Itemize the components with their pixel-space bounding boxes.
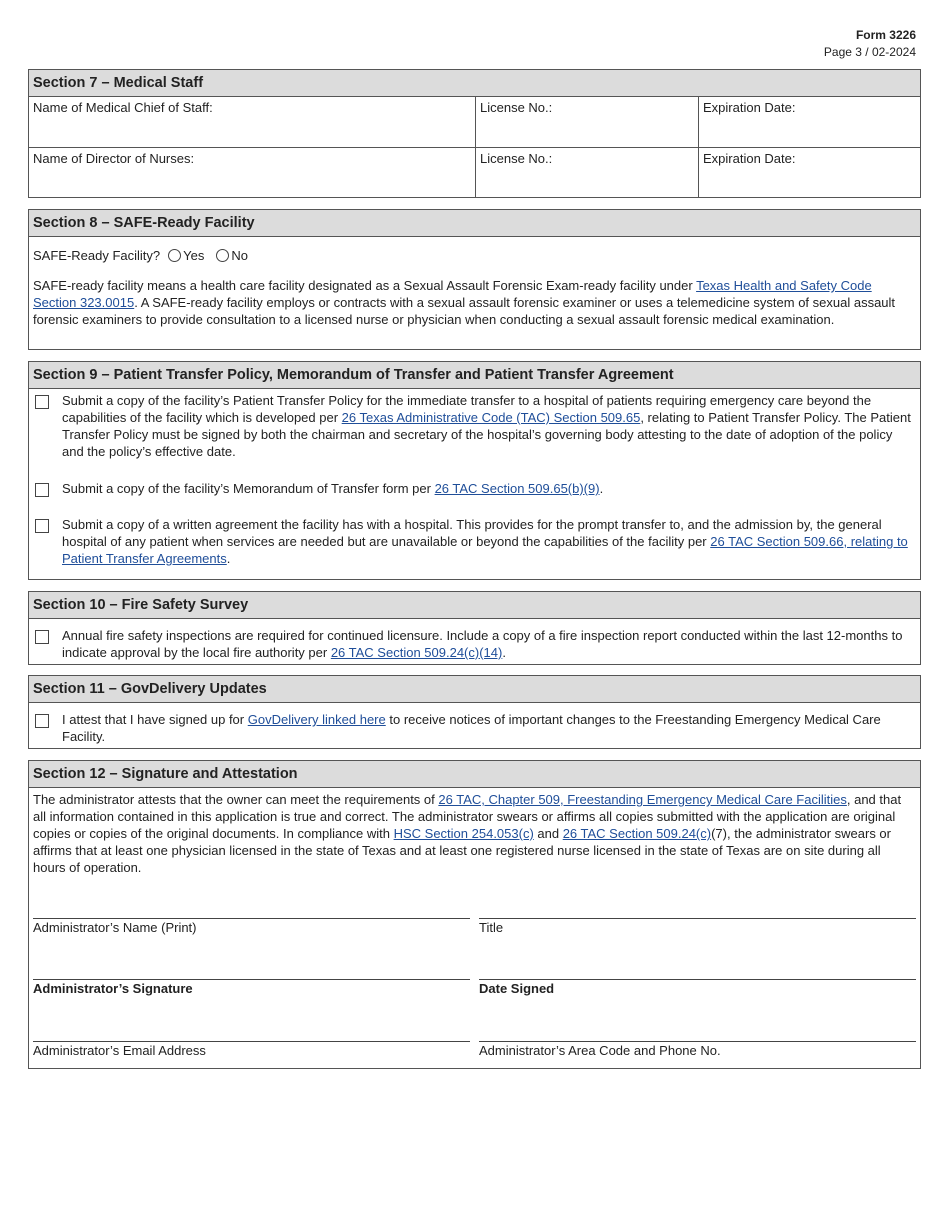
director-of-nurses-row (29, 147, 920, 197)
chief-of-staff-expiration-label: Expiration Date: (703, 100, 796, 115)
memorandum-of-transfer-checkbox[interactable] (35, 483, 49, 497)
fire-text-1: Annual fire safety inspections are required for continued licensure. Include a copy of a fire inspection report conducted within the last 12-months to indicate approval by the local fire authority per (62, 628, 903, 660)
chief-of-staff-license-label: License No.: (480, 100, 553, 115)
govdelivery-item (29, 711, 920, 745)
name-title-row (33, 918, 916, 936)
item2-text-1: Submit a copy of the facility’s Memorandum of Transfer form per (62, 481, 435, 496)
item2-text-2: . (599, 481, 604, 496)
patient-transfer-policy-text (62, 392, 916, 460)
govdelivery-checkbox[interactable] (35, 714, 49, 728)
admin-email-label: Administrator’s Email Address (33, 1043, 206, 1058)
director-of-nurses-license-label: License No.: (480, 151, 553, 166)
tac-509-65-link[interactable]: 26 Texas Administrative Code (TAC) Section 509.65 (341, 410, 641, 425)
texas-health-safety-code-link[interactable]: Texas Health and Safety Code Section 323.0015 (33, 278, 872, 310)
tac-chapter-509-link[interactable]: 26 TAC, Chapter 509, Freestanding Emergency Medical Care Facilities (438, 792, 847, 807)
safe-ready-text-1: SAFE-ready facility means a health care facility designated as a Sexual Assault Forensic Exam-ready facility under (33, 278, 697, 293)
transfer-agreement-text (62, 516, 916, 567)
admin-signature-label: Administrator’s Signature (33, 981, 193, 996)
admin-name-label: Administrator’s Name (Print) (33, 920, 197, 935)
director-of-nurses-expiration-field[interactable] (699, 148, 920, 197)
tac-509-66-link[interactable]: 26 TAC Section 509.66, relating to Patient Transfer Agreements (62, 534, 908, 566)
hsc-254-053-link[interactable]: HSC Section 254.053(c) (393, 826, 534, 841)
section-12-signature (28, 760, 921, 1069)
safe-ready-no-radio[interactable] (216, 249, 229, 262)
attest-text-2: , and that all information contained in this application is true and correct. The administrator swears or affirms all copies submitted with the application are original copies or copies of the original documents. In compliance with (33, 792, 902, 841)
item1-text-2: , relating to Patient Transfer Policy. The Patient Transfer Policy must be signed by both the chairman and secretary of the hospital’s governing body attesting to the date of adoption of the policy and the policy’s effective date. (62, 410, 911, 459)
form-number: Form 3226 (855, 28, 916, 42)
govdelivery-text (62, 711, 916, 745)
safe-ready-text-2: . A SAFE-ready facility employs or contracts with a sexual assault forensic examiner or uses a telemedicine system of sexual assault forensic examiners to provide consultation to a licensed nurse or physician when conducting a sexual assault forensic medical examination. (33, 295, 896, 327)
chief-of-staff-name-label: Name of Medical Chief of Staff: (33, 100, 213, 115)
safe-ready-question-row (29, 247, 920, 264)
govdelivery-link[interactable]: GovDelivery linked here (247, 712, 386, 727)
safe-ready-yes-radio[interactable] (168, 249, 181, 262)
chief-of-staff-license-field[interactable] (476, 97, 699, 147)
attest-text-3: and (533, 826, 563, 841)
memorandum-of-transfer-item (29, 480, 920, 497)
item3-text-1: Submit a copy of a written agreement the facility has with a hospital. This provides for the prompt transfer to, and the admission by, the general hospital of any patient when services are needed but are unavailable or beyond the capabilities of the facility per (62, 517, 882, 549)
chief-of-staff-expiration-field[interactable] (699, 97, 920, 147)
section-12-title: Section 12 – Signature and Attestation (29, 761, 920, 788)
fire-safety-checkbox[interactable] (35, 630, 49, 644)
patient-transfer-policy-checkbox[interactable] (35, 395, 49, 409)
director-of-nurses-name-field[interactable] (29, 148, 476, 197)
director-of-nurses-license-field[interactable] (476, 148, 699, 197)
admin-phone-label: Administrator’s Area Code and Phone No. (479, 1043, 721, 1058)
safe-ready-no-label: No (231, 248, 248, 263)
patient-transfer-policy-item (29, 392, 920, 460)
transfer-agreement-item (29, 516, 920, 567)
section-10-fire-safety (28, 591, 921, 665)
form-header (824, 27, 916, 61)
section-11-title: Section 11 – GovDelivery Updates (29, 676, 920, 703)
section-7-medical-staff (28, 69, 921, 198)
tac-509-65-b-9-link[interactable]: 26 TAC Section 509.65(b)(9) (434, 481, 600, 496)
attestation-text (29, 791, 920, 876)
item1-text-1: Submit a copy of the facility’s Patient Transfer Policy for the immediate transfer to a hospital of patients requiring emergency care beyond the capabilities of the facility which is developed per (62, 393, 872, 425)
section-11-govdelivery (28, 675, 921, 749)
director-of-nurses-name-label: Name of Director of Nurses: (33, 151, 195, 166)
transfer-agreement-checkbox[interactable] (35, 519, 49, 533)
attest-text-1: The administrator attests that the owner can meet the requirements of (33, 792, 439, 807)
email-phone-row (33, 1041, 916, 1059)
gov-text-1: I attest that I have signed up for (62, 712, 248, 727)
fire-safety-item (29, 627, 920, 661)
section-9-patient-transfer (28, 361, 921, 580)
signature-date-row (33, 979, 916, 997)
title-field[interactable] (479, 918, 916, 936)
memorandum-of-transfer-text (62, 480, 916, 497)
admin-email-field[interactable] (33, 1041, 470, 1059)
attest-text-4: (7), the administrator swears or affirms that at least one physician licensed in the state of Texas and at least one registered nurse licensed in the state of Texas are on site during all hours of operation. (33, 826, 891, 875)
date-signed-label: Date Signed (479, 981, 555, 996)
director-of-nurses-expiration-label: Expiration Date: (703, 151, 796, 166)
safe-ready-yes-label: Yes (183, 248, 205, 263)
chief-of-staff-row (29, 97, 920, 147)
section-7-title: Section 7 – Medical Staff (29, 70, 920, 97)
fire-text-2: . (502, 645, 506, 660)
admin-phone-field[interactable] (479, 1041, 916, 1059)
page-info: Page 3 / 02-2024 (823, 45, 916, 59)
safe-ready-description (29, 277, 920, 328)
chief-of-staff-name-field[interactable] (29, 97, 476, 147)
section-8-safe-ready (28, 209, 921, 350)
tac-509-24-c-link[interactable]: 26 TAC Section 509.24(c) (562, 826, 712, 841)
safe-ready-question: SAFE-Ready Facility? (33, 248, 161, 263)
gov-text-2: to receive notices of important changes to the Freestanding Emergency Medical Care Facility. (62, 712, 881, 744)
date-signed-field[interactable] (479, 979, 916, 997)
title-label: Title (479, 920, 504, 935)
item3-text-2: . (226, 551, 231, 566)
section-9-title: Section 9 – Patient Transfer Policy, Memorandum of Transfer and Patient Transfer Agreement (29, 362, 920, 389)
section-10-title: Section 10 – Fire Safety Survey (29, 592, 920, 619)
section-8-title: Section 8 – SAFE-Ready Facility (29, 210, 920, 237)
fire-safety-text (62, 627, 916, 661)
admin-name-field[interactable] (33, 918, 470, 936)
admin-signature-field[interactable] (33, 979, 470, 997)
tac-509-24-c-14-link[interactable]: 26 TAC Section 509.24(c)(14) (330, 645, 503, 660)
